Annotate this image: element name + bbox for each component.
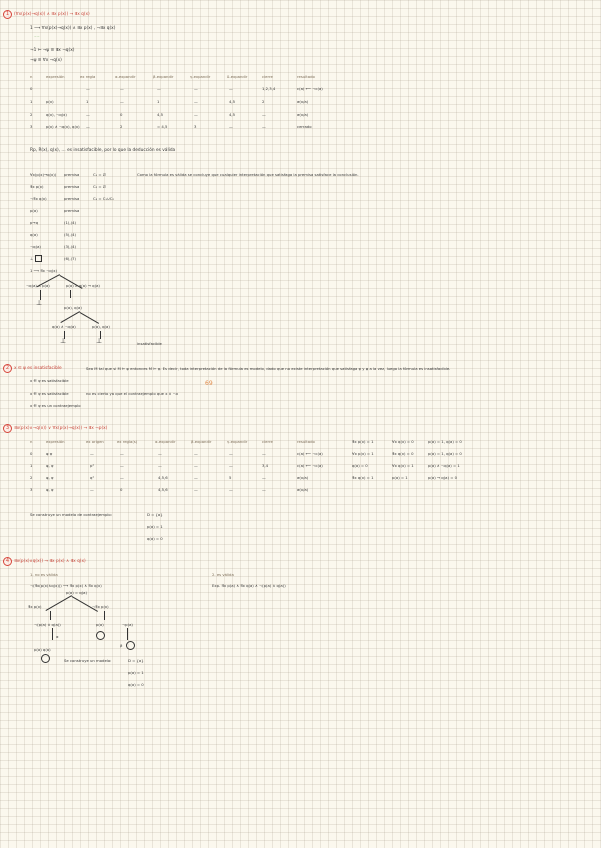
ex1-r1-c7: 2	[262, 99, 265, 104]
open-branch-circle	[126, 641, 135, 650]
ex1-r0-c3: —	[120, 86, 124, 91]
ex3-r0-c2: —	[90, 451, 94, 456]
ex1-r1-c8: σ(x/a)	[297, 99, 309, 104]
ex1-r2-c4: 4,5	[157, 112, 164, 117]
ex4-model-1: p(a) = 1	[128, 670, 144, 675]
ex1-closed-label: insatisfacible	[137, 341, 162, 346]
ex3-r2-c4: 4,5,6	[158, 475, 168, 480]
ex3-statement: ∃x(p(x)∧¬q(x)) ∨ ∀x(p(x)→q(x)) → ∃x ¬p(x)	[14, 426, 108, 431]
tree-edge	[46, 595, 72, 611]
ex1-r3-c1: p(x) ∧ ¬q(x), q(x)	[46, 124, 80, 129]
ex4-model-2: q(a) = 0	[128, 682, 144, 687]
ex3-r0-c8: c(a) ⟵ ¬c(a)	[297, 451, 323, 456]
ex1-r2-c5: —	[194, 112, 198, 117]
ex1-r1-c5: —	[194, 99, 198, 104]
exercise-2-badge: 2	[3, 364, 12, 373]
exercise-4-badge: 4	[3, 557, 12, 566]
ex1-r3-c6: —	[229, 124, 233, 129]
ex1-r1-c3: —	[120, 99, 124, 104]
ex3-extra-2-1: ∀x q(x) = 1	[392, 463, 414, 468]
ex1-r1-c4: 1	[157, 99, 160, 104]
ex1-r0-c8: c(a) ⟵ ¬c(a)	[297, 86, 323, 91]
ex1-r3-c8: cerrado	[297, 124, 312, 129]
ex1-green-mark: ~~	[34, 35, 40, 39]
ex3-extra-3-2: p(a) → q(a) = 0	[428, 475, 458, 480]
exercise-1-badge: 1	[3, 10, 12, 19]
ex4-leaf-1: β	[120, 643, 123, 648]
ex1-r1-c1: p(x)	[46, 99, 54, 104]
ex1-th-7: cierre	[262, 74, 273, 79]
open-branch-circle	[41, 654, 50, 663]
ex4-node-2: ¬p(a)	[122, 622, 133, 627]
ex4-sub: 1. no es válida	[30, 572, 58, 577]
ex2-a2: x ∈ ψ es satisfacible	[30, 391, 69, 396]
ex4-node-1: p(a)	[96, 622, 104, 627]
open-branch-circle	[96, 631, 105, 640]
ex3-r3-c5: —	[194, 487, 198, 492]
ex3-model-1: p(a) = 1	[147, 524, 163, 529]
ex1-r2-c2: —	[86, 112, 90, 117]
ex3-r0-c7: —	[262, 451, 266, 456]
ex1-list-2-c: C₃ = C₁∪C₂	[93, 196, 114, 201]
ex2-c: x ∈ ψ es un contraejemplo	[30, 403, 81, 408]
ex4-sub2: 2. es válida	[212, 572, 234, 577]
ex4-l1: ∃x p(x)	[28, 604, 42, 609]
ex3-r2-c8: σ(x/a)	[297, 475, 309, 480]
ex1-r3-c3: 2	[120, 124, 123, 129]
ex1-list-0-c: C₁ = ∅	[93, 172, 107, 177]
ex3-r3-c4: 4,5,6	[158, 487, 168, 492]
ex1-paragraph: Rp, R(x), q(x), … es insatisfacible, por lo que la deducción es válida	[30, 148, 176, 153]
ex1-list-6-a: ¬q(a)	[30, 244, 41, 249]
ex1-list-1-b: premisa	[64, 184, 80, 189]
closed-branch-symbol: ⊥	[96, 337, 103, 345]
ex3-r2-c2: q¹	[90, 475, 94, 480]
ex3-model-0: D = {a}	[147, 512, 163, 517]
ex1-list-4-a: p→q	[30, 220, 39, 225]
ex3-r3-c1: φ, ψ	[46, 487, 54, 492]
ex1-r2-c6: 4,5	[229, 112, 236, 117]
ex1-r2-c8: σ(x/a)	[297, 112, 309, 117]
ex3-r3-c3: 0	[120, 487, 123, 492]
ex4-model-0: D = {a}	[128, 658, 144, 663]
ex1-th-4: β-expandir	[153, 74, 174, 79]
ex3-r2-c1: φ, ψ	[46, 475, 54, 480]
ex1-list-3-b: premisa	[64, 208, 80, 213]
ex1-list-7-a: ⊥	[30, 256, 34, 261]
ex1-list-0-a: ∀x(p(x)→q(x))	[30, 172, 57, 177]
ex3-r3-c8: σ(x/a)	[297, 487, 309, 492]
ex1-list-0-b: premisa	[64, 172, 80, 177]
ex1-negation: ¬1 ⊨ ¬ψ ≡ ∃x ¬q(x)	[30, 48, 75, 53]
ex3-model-2: q(a) = 0	[147, 536, 163, 541]
ex1-th-5: γ-expandir	[190, 74, 211, 79]
ex1-tree-right: p(a), q(a)	[64, 305, 82, 310]
ex1-r0-c7: 1,2,3,4	[262, 86, 276, 91]
ex3-r0-c5: —	[194, 451, 198, 456]
ex1-r3-c5: 3	[194, 124, 197, 129]
ex3-r1-c6: —	[229, 463, 233, 468]
ex1-r3-c4: = 4,5	[157, 124, 168, 129]
ex1-r0-c0: 0	[30, 86, 33, 91]
ex1-list-5-b: (5),(4)	[64, 232, 76, 237]
ex2-text: Sea M tal que si M ⊨ φ entonces M ⊨ ψ. Es decir, toda interpretación de la fórmula es modelo, dado que no existe interpretación que satisfaga ψ y φ a la vez, luego la fórmula es insatisfacible.	[86, 366, 451, 371]
ex3-r0-c0: 0	[30, 451, 33, 456]
ex3-r0-c3: —	[120, 451, 124, 456]
ex1-list-2-b: premisa	[64, 196, 80, 201]
ex1-r3-c2: —	[86, 124, 90, 129]
ex4-exp: p(a) = q(a)	[66, 590, 87, 595]
ex1-list-4-b: (1),(4)	[64, 220, 76, 225]
ex1-explanation: Como la fórmula es válida se concluye que cualquier interpretación que satisfaga la premisa satisface la conclusión.	[137, 172, 359, 177]
ex3-th-1: expresión	[46, 439, 65, 444]
ex3-th-5: β-expandir	[191, 439, 212, 444]
ex4-node-0: ¬(p(a) ∧ q(a))	[34, 622, 61, 627]
ex3-extra-2-0: q(a) = 0	[352, 463, 368, 468]
ex3-r1-c4: —	[158, 463, 162, 468]
ex3-extra-3-0: ∃x q(x) = 1	[352, 475, 374, 480]
tree-edge	[52, 628, 53, 640]
ex1-list-2-a: ¬∃x q(x)	[30, 196, 47, 201]
ex3-r2-c5: —	[194, 475, 198, 480]
tree-edge	[70, 290, 71, 298]
ex3-r2-c3: —	[120, 475, 124, 480]
ex3-extra-0-0: ∃x p(x) = 1	[352, 439, 374, 444]
ex1-r2-c7: —	[262, 112, 266, 117]
ex3-th-2: ex origen	[86, 439, 104, 444]
ex1-tree-l2: q(a) ∧ ¬q(a)	[52, 324, 76, 329]
ex3-th-7: cierre	[262, 439, 273, 444]
ex1-tree-left: ¬q(a) ∧ p(a)	[26, 283, 50, 288]
ex1-list-1-a: ∃x p(x)	[30, 184, 44, 189]
ex3-r1-c5: —	[194, 463, 198, 468]
ex1-list-5-a: q(a)	[30, 232, 38, 237]
ex4-model-text: Se construye un modelo:	[64, 658, 112, 663]
ex1-r2-c1: q(x), ¬q(x)	[46, 112, 67, 117]
ex1-r2-c3: 0	[120, 112, 123, 117]
ex1-list-6-b: (3),(4)	[64, 244, 76, 249]
ex1-list-3-a: p(a)	[30, 208, 38, 213]
tree-edge	[127, 628, 128, 640]
ex3-r1-c8: c(a) ⟵ ¬c(a)	[297, 463, 323, 468]
ex2-question: x ∈ ψ es insatisfacible	[14, 366, 62, 371]
ex3-r0-c4: —	[158, 451, 162, 456]
ex4-statement: ∃x(p(x)∧q(x)) → ∃x p(x) ∧ ∃x q(x)	[14, 559, 86, 564]
ex3-r1-c0: 1	[30, 463, 33, 468]
ex4-r1: ¬∃x p(x)	[92, 604, 109, 609]
ex4-root: ¬(∃x(p(x)∧q(x))) ⟶ ∃x p(x) ∧ ∃x q(x)	[30, 583, 102, 588]
tree-edge	[60, 311, 80, 323]
tree-edge	[50, 611, 51, 620]
ex3-extra-1-2: p(a) = 1, q(a) = 0	[428, 451, 462, 456]
exercise-3-badge: 3	[3, 424, 12, 433]
ex3-r3-c2: —	[90, 487, 94, 492]
ex3-th-3: ex regla(s)	[117, 439, 138, 444]
ex3-r3-c6: —	[229, 487, 233, 492]
ex3-extra-2-2: p(a) ∧ ¬q(a) = 1	[428, 463, 460, 468]
ex3-th-8: resultado	[297, 439, 315, 444]
ex3-th-0: n	[30, 439, 33, 444]
ex1-r1-c2: 1	[86, 99, 89, 104]
ex3-r1-c2: p¹	[90, 463, 94, 468]
ex3-r3-c0: 3	[30, 487, 33, 492]
ex1-th-0: n	[30, 74, 33, 79]
ex3-extra-1-0: ∀x p(x) = 1	[352, 451, 374, 456]
ex3-r0-c6: —	[229, 451, 233, 456]
ex3-r2-c7: —	[262, 475, 266, 480]
ex1-r0-c4: —	[157, 86, 161, 91]
ex4-leaf2-0: p(a) q(a)	[34, 647, 51, 652]
ex3-r2-c0: 2	[30, 475, 33, 480]
ex1-th-6: δ-expandir	[227, 74, 248, 79]
ex3-r1-c7: 3,4	[262, 463, 269, 468]
ex1-r2-c0: 2	[30, 112, 33, 117]
ex1-list-7-b: (6),(7)	[64, 256, 76, 261]
ex4-right: Exp. ∃x p(a) ∧ ∃x q(a) ∧ ¬(p(a) ∧ q(a))	[212, 583, 286, 588]
ex1-th-8: resultado	[297, 74, 315, 79]
ex1-tree-root: 1 ⟶ ∃x ¬q(x)	[30, 268, 57, 273]
ex3-model-text: Se construye un modelo de contraejemplo:	[30, 512, 113, 517]
ex1-tree-r2: p(a), q(a)	[92, 324, 110, 329]
ex2-b: no es cierto ya que el contraejemplo que x ∧ ¬x	[86, 391, 179, 396]
ex1-r1-c0: 1	[30, 99, 33, 104]
ex1-statement: (∀x(p(x)→q(x)) ∧ ∃x p(x)) → ∃x q(x)	[14, 12, 90, 17]
ex3-r1-c3: —	[120, 463, 124, 468]
ex1-tree-mid: p(a) ∧ q(a) → q(a)	[66, 283, 100, 288]
ex3-th-4: α-expandir	[155, 439, 176, 444]
ex3-r0-c1: φ ψ	[46, 451, 53, 456]
box-symbol	[35, 255, 42, 262]
ex2-note-number: 69	[205, 380, 213, 387]
tree-edge	[104, 611, 105, 620]
ex2-a: x ∈ ψ es satisfacible	[30, 378, 69, 383]
ex1-th-2: ex regla	[80, 74, 96, 79]
ex4-leaf-0: α	[56, 634, 59, 639]
ex1-r3-c7: —	[262, 124, 266, 129]
ex1-list-1-c: C₂ = ∅	[93, 184, 107, 189]
ex3-th-6: γ-expandir	[227, 439, 248, 444]
ex3-extra-3-1: p(a) = 1	[392, 475, 408, 480]
ex1-r0-c2: —	[86, 86, 90, 91]
tree-edge	[80, 312, 100, 324]
ex1-th-3: α-expandir	[115, 74, 136, 79]
ex1-r3-c0: 3	[30, 124, 33, 129]
ex1-subline: 1 ⟶ ∀x(p(x)→q(x)) ∧ ∃x p(x) , ¬∃x q(x)	[30, 26, 116, 31]
ex3-extra-1-1: ∃x q(x) = 0	[392, 451, 414, 456]
ex1-r0-c6: —	[229, 86, 233, 91]
closed-branch-symbol: ⊥	[36, 299, 43, 307]
ex1-th-1: expresión	[46, 74, 65, 79]
ex3-r3-c7: —	[262, 487, 266, 492]
ex1-negation2: ¬ψ ≡ ∀x ¬q(x)	[30, 58, 62, 63]
ex3-extra-0-2: p(a) = 1, q(a) = 0	[428, 439, 462, 444]
ex3-r1-c1: φ, ψ	[46, 463, 54, 468]
ex3-r2-c6: 5	[229, 475, 232, 480]
ex3-extra-0-1: ∀x q(x) = 0	[392, 439, 414, 444]
ex1-r1-c6: 4,5	[229, 99, 236, 104]
closed-branch-symbol: ⊥	[60, 337, 67, 345]
ex1-r0-c5: —	[194, 86, 198, 91]
